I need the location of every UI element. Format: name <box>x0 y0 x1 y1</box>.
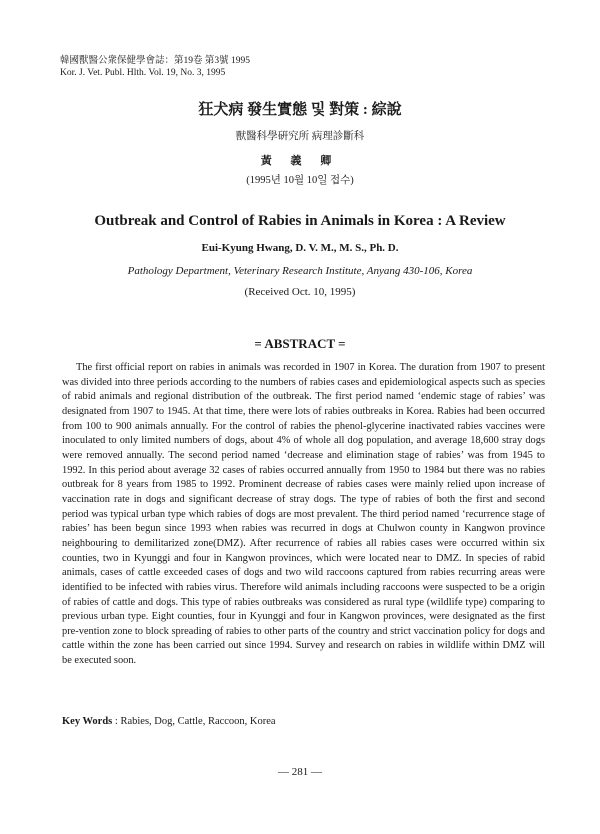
english-title: Outbreak and Control of Rabies in Animals in Korea : A Review <box>94 213 506 229</box>
english-affiliation: Pathology Department, Veterinary Research Institute, Anyang 430-106, Korea <box>127 265 473 277</box>
korean-title: 狂犬病 發生實態 및 對策 : 綜說 <box>198 102 402 118</box>
korean-affiliation: 獸醫科學硏究所 病理診斷科 <box>235 131 365 142</box>
korean-author: 黃 義 卿 <box>260 155 340 167</box>
journal-korean-line: 韓國獸醫公衆保健學會誌：第19卷 第3號 1995 <box>60 56 251 66</box>
english-author: Eui-Kyung Hwang, D. V. M., M. S., Ph. D. <box>201 242 399 254</box>
abstract-heading: = ABSTRACT = <box>254 336 346 351</box>
abstract-paragraph: The first official report on rabies in animals was recorded in 1907 in Korea. The duration from 1907 to present was divided into three periods according to the numbers of rabies cases and epidemiological aspects such as species of rabid animals and regional distribution of the outbreak. The first period named ‘endemic stage of rabies’ was designated from 1907 to 1945. At that time, there were lots of rabies outbreaks in Korea. Rabies had been occurred from 100 to 900 animals annually. For the control of rabies the phenol-glycerine inactivated rabies vaccines were inoculated to only limited numbers of dogs, about 4% of whole all dog population, and average 18,600 stray dogs were removed annually. The second period named ‘decrease and elimination stage of rabies’ was from 1945 to 1992. In this period about average 32 cases of rabies occurred annually from 1950 to 1984 but there was no rabies outbreak for 8 years from 1985 to 1992. Prominent decrease of rabies cases were mainly relied upon increase of vaccination rate in dogs and significant decrease of stray dogs. The type of rabies of both the first and second period was typical urban type which rabies of dogs are most prevalent. The third period named ‘recurrence stage of rabies’ has been begun since 1993 when rabies was recurred in dogs at Chulwon county in Kangwon province neighbouring to demilitarized zone(DMZ). After recurrence of rabies all rabies cases were occurred within six counties, two in Kyunggi and four in Kangwon provinces, which were located near to DMZ. In species of rabid animals, cases of cattle exceeded cases of dogs and two wild raccoons captured from rabies recurring areas were identified to be infected with rabies virus. Therefore wild animals including raccoons were suspected to be a origin of rabies of cattle and dogs. This type of rabies outbreaks was considered as rural type (wildlife type) comparing to previous urban type. Eight counties, four in Kyunggi and four in Kangwon provinces, were designated as the first pre-vention zone to block spreading of rabies to other parts of the country and strict vaccination policy for dogs and cattle within the zone has been carried out since 1994. Survey and research on rabies in wildlife within DMZ will be executed soon. <box>62 362 545 667</box>
journal-header <box>60 55 250 79</box>
abstract-body <box>62 361 545 669</box>
keywords-values: Rabies, Dog, Cattle, Raccoon, Korea <box>120 716 276 727</box>
keywords <box>62 716 276 727</box>
page-number: — 281 — <box>278 766 322 778</box>
keywords-separator: : <box>112 716 121 727</box>
journal-english-line: Kor. J. Vet. Publ. Hlth. Vol. 19, No. 3, 1995 <box>60 68 226 78</box>
english-received-date: (Received Oct. 10, 1995) <box>244 286 356 298</box>
korean-received-date: (1995년 10월 10일 접수) <box>246 175 354 186</box>
keywords-label: Key Words <box>62 716 113 727</box>
